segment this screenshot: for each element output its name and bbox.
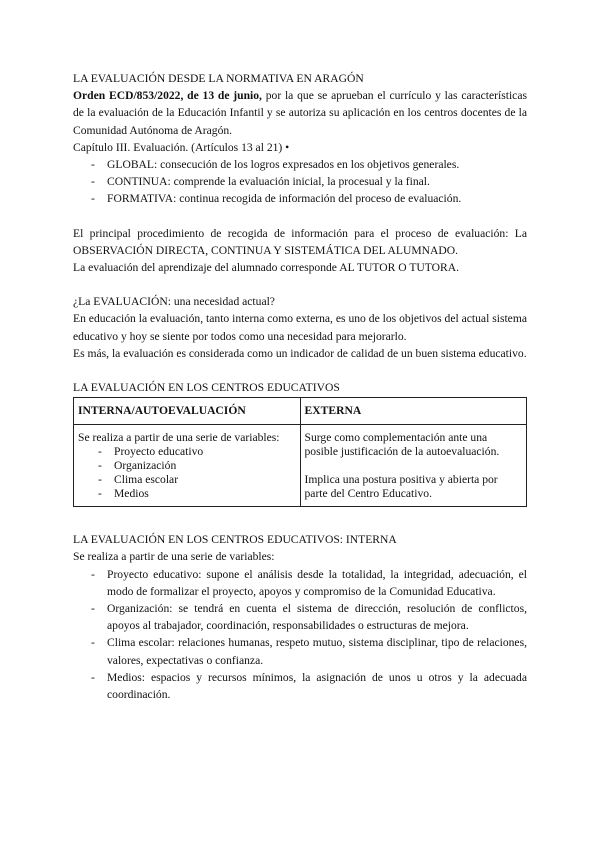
section-heading-normativa: LA EVALUACIÓN DESDE LA NORMATIVA EN ARAGÓN [73, 72, 364, 85]
order-paragraph [73, 87, 527, 139]
evaluation-traits-list [73, 156, 527, 208]
externa-paragraph-2: Implica una postura positiva y abierta por parte del Centro Educativo. [304, 473, 498, 501]
list-item: - GLOBAL: consecución de los logros expresados en los objetivos generales. [73, 156, 527, 173]
interna-variables-detail-list [73, 566, 527, 704]
table-cell-interna [74, 425, 301, 507]
list-item: - Clima escolar: relaciones humanas, respeto mutuo, sistema disciplinar, tipo de relaciones, valores, expectativas o confianza. [73, 634, 527, 668]
necessity-paragraph: En educación la evaluación, tanto interna como externa, es uno de los objetivos del actual sistema educativo y hoy se siente por todos como una necesidad para mejorarlo. [73, 312, 527, 343]
interna-variables-list [78, 445, 296, 501]
section-heading-centros: LA EVALUACIÓN EN LOS CENTROS EDUCATIVOS [73, 381, 340, 395]
interna-variables-intro: Se realiza a partir de una serie de variables: [73, 550, 275, 564]
list-item: - Proyecto educativo: supone el análisis desde la totalidad, la integridad, adecuación, el modo de formalizar el proyecto, apoyos y compromiso de la Comunidad Educativa. [73, 566, 527, 600]
table-header-row [74, 398, 527, 425]
table-row [74, 425, 527, 507]
list-item: - Medios: espacios y recursos mínimos, la asignación de unos u otros y la adecuada coordinación. [73, 669, 527, 703]
section-heading-interna: LA EVALUACIÓN EN LOS CENTROS EDUCATIVOS: INTERNA [73, 533, 397, 547]
procedure-paragraph: El principal procedimiento de recogida de información para el proceso de evaluación: La OBSERVACIÓN DIRECTA, CONTINUA Y SISTEMÁTICA DEL ALUMNADO. [73, 226, 527, 257]
list-item: - Medios [78, 487, 296, 501]
interna-intro: Se realiza a partir de una serie de variables: [78, 431, 280, 445]
list-item: - Organización [78, 459, 296, 473]
chapter-line: Capítulo III. Evaluación. (Artículos 13 al 21) • [73, 140, 290, 154]
table-cell-externa [300, 425, 527, 507]
quality-paragraph: Es más, la evaluación es considerada como un indicador de calidad de un buen sistema educativo. [73, 346, 527, 360]
question-heading: ¿La EVALUACIÓN: una necesidad actual? [73, 295, 275, 309]
responsibility-paragraph: La evaluación del aprendizaje del alumnado corresponde AL TUTOR O TUTORA. [73, 261, 460, 275]
evaluation-types-table [73, 397, 527, 507]
order-description: por la que se aprueban el currículo y las características de la evaluación de la Educación Infantil y se autoriza su aplicación en los centros docentes de la Comunidad Autónoma de Aragón. [73, 89, 527, 137]
document-body [73, 70, 527, 703]
list-item: - Proyecto educativo [78, 445, 296, 459]
table-header-interna: INTERNA/AUTOEVALUACIÓN [74, 398, 301, 425]
externa-paragraph-1: Surge como complementación ante una posible justificación de la autoevaluación. [304, 431, 500, 459]
table-header-externa: EXTERNA [300, 398, 527, 425]
list-item: - Organización: se tendrá en cuenta el sistema de dirección, resolución de conflictos, apoyos al trabajador, coordinación, responsabilidades o estructuras de mejora. [73, 600, 527, 634]
list-item: - CONTINUA: comprende la evaluación inicial, la procesual y la final. [73, 173, 527, 190]
list-item: - FORMATIVA: continua recogida de información del proceso de evaluación. [73, 190, 527, 207]
list-item: - Clima escolar [78, 473, 296, 487]
order-reference: Orden ECD/853/2022, de 13 de junio, [73, 89, 262, 103]
